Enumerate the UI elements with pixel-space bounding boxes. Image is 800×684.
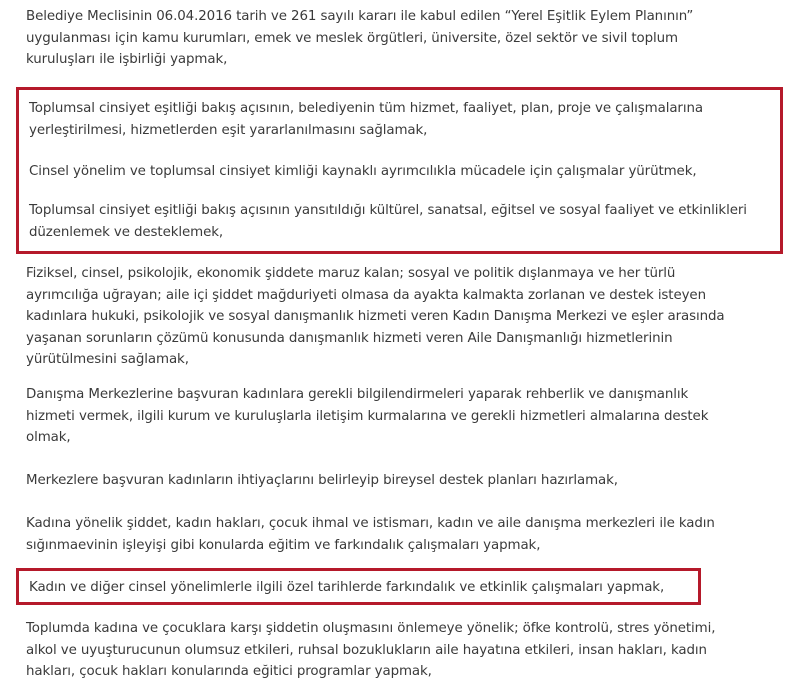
highlight-box-special-dates (16, 568, 701, 605)
paragraph-eylem-plani (26, 6, 786, 71)
paragraph-kulturel-faaliyet (29, 200, 789, 243)
text-line: Kadına yönelik şiddet, kadın hakları, çocuk ihmal ve istismarı, kadın ve aile danışma merkezleri ile kadın (26, 516, 715, 531)
paragraph-egitim-farkindalik (26, 513, 786, 556)
text-line: yaşanan sorunların çözümü konusunda danışmanlık hizmeti veren Aile Danışmanlığı hizmetlerinin (26, 330, 673, 346)
text-line: yerleştirilmesi, hizmetlerden eşit yararlanılmasını sağlamak, (29, 122, 428, 138)
text-line: Toplumsal cinsiyet eşitliği bakış açısının, belediyenin tüm hizmet, faaliyet, plan, proje ve çalışmalarına (29, 101, 703, 116)
paragraph-danisma-merkezleri (26, 384, 786, 449)
text-line: ayrımcılığa uğrayan; aile içi şiddet mağduriyeti olmasa da ayakta kalmakta zorlanan ve destek isteyen (26, 287, 706, 303)
paragraph-egitici-programlar (26, 618, 786, 683)
text-line: Merkezlere başvuran kadınların ihtiyaçlarını belirleyip bireysel destek planları hazırlamak, (26, 473, 618, 488)
text-line: hakları, çocuk hakları konularında eğitici programlar yapmak, (26, 664, 432, 679)
text-line: Kadın ve diğer cinsel yönelimlerle ilgili özel tarihlerde farkındalık ve etkinlik çalışmaları yapmak, (29, 580, 665, 595)
paragraph-siddet-danismanlik (26, 263, 786, 371)
text-line: Toplumsal cinsiyet eşitliği bakış açısının yansıtıldığı kültürel, sanatsal, eğitsel ve sosyal faaliyet ve etkinlikleri (29, 203, 747, 218)
text-line: sığınmaevinin işleyişi gibi konularda eğitim ve farkındalık çalışmaları yapmak, (26, 537, 541, 553)
text-line: Toplumda kadına ve çocuklara karşı şiddetin oluşmasını önlemeye yönelik; öfke kontrolü, stres yönetimi, (26, 621, 716, 636)
paragraph-destek-planlari (26, 470, 786, 492)
text-line: Cinsel yönelim ve toplumsal cinsiyet kimliği kaynaklı ayrımcılıkla mücadele için çalışmalar yürütmek, (29, 164, 697, 179)
paragraph-cinsel-yonelim (29, 161, 789, 183)
text-line: Fiziksel, cinsel, psikolojik, ekonomik şiddete maruz kalan; sosyal ve politik dışlanmaya ve her türlü (26, 266, 676, 281)
text-line: olmak, (26, 430, 71, 445)
text-line: alkol ve uyuşturucunun olumsuz etkileri, ruhsal bozuklukların aile hayatına etkileri, insan hakları, kadın (26, 642, 707, 658)
text-line: hizmeti vermek, ilgili kurum ve kuruluşlarla iletişim kurmalarına ve gerekli hizmetleri almalarına destek (26, 408, 709, 424)
text-line: Belediye Meclisinin 06.04.2016 tarih ve 261 sayılı kararı ile kabul edilen “Yerel Eşitlik Eylem Planının” (26, 9, 694, 24)
paragraph-ozel-tarihler (29, 577, 789, 599)
text-line: düzenlemek ve desteklemek, (29, 224, 224, 240)
highlight-box-gender-equality (16, 87, 783, 254)
paragraph-toplumsal-cinsiyet (29, 98, 789, 141)
text-line: kuruluşları ile işbirliği yapmak, (26, 52, 228, 67)
text-line: Danışma Merkezlerine başvuran kadınlara gerekli bilgilendirmeleri yaparak rehberlik ve danışmanlık (26, 387, 689, 402)
text-line: uygulanması için kamu kurumları, emek ve meslek örgütleri, üniversite, özel sektör ve sivil toplum (26, 30, 678, 46)
text-line: kadınlara hukuki, psikolojik ve sosyal danışmanlık hizmeti veren Kadın Danışma Merkezi ve eşler arasında (26, 309, 725, 324)
text-line: yürütülmesini sağlamak, (26, 352, 189, 367)
